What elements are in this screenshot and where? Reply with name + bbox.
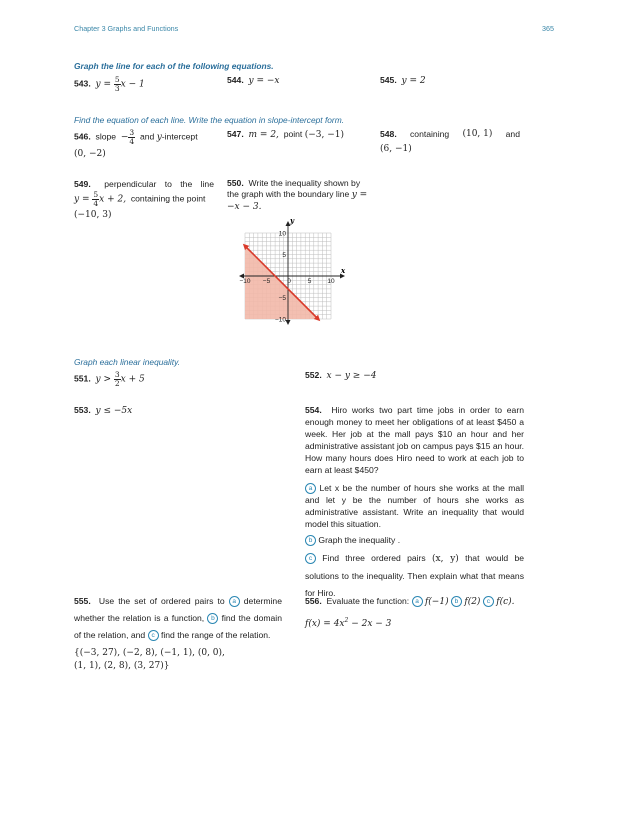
text: find the domain of the relation, and [74,613,282,641]
expression: f(−1) [424,597,449,607]
fraction-numerator: 3 [129,128,135,137]
fraction-numerator: 5 [114,75,120,84]
fraction-denominator: 3 [114,83,120,93]
equation: x − y ≥ −4 [326,371,377,381]
part-a-marker: a [229,596,240,607]
variable: y [156,132,162,143]
equation-part: x + 5 [120,374,145,385]
ordered-pair-set [74,647,282,674]
equation: y = −x − 3. [227,189,368,212]
problem-556 [305,593,527,633]
text: containing [410,129,450,139]
problem-number: 554. [305,405,322,415]
page-number: 365 [542,24,554,33]
text: and [139,131,155,142]
y-tick-label: 5 [282,251,286,259]
problem-545 [380,74,426,88]
problem-number: 543. [74,78,91,89]
equation-part: y > [95,374,114,385]
chapter-header: Chapter 3 Graphs and Functions [74,24,179,33]
text: perpendicular to the line [104,179,214,189]
fraction [128,129,135,145]
ordered-pair: (x, y) [432,554,459,565]
part-b-marker: b [305,535,316,546]
expression: f(2) [464,597,481,607]
fraction-numerator: 3 [114,370,120,379]
equation: y ≤ −5x [95,406,133,416]
inequality-graph [236,210,362,325]
part-a-text: Let x be the number of hours she works at the mall and let y be the number of hours she works as administrative assistant. Write an inequality that would model this situation. [305,483,525,530]
problem-546 [74,129,218,161]
part-b-marker: b [451,596,462,607]
sign: − [120,132,129,143]
problem-number: 552. [305,370,322,380]
x-tick-label: 0 [287,278,291,285]
text: and [505,129,520,139]
part-c-text: that would be solutions to the inequality. Then explain what that means for Hiro. [305,553,525,598]
part-c-marker: c [148,630,159,641]
problem-number: 547. [227,129,244,139]
equation-part: x + 2, [99,194,127,205]
equation-part: x − 1 [120,79,145,90]
text: point [283,129,303,139]
problem-547 [227,128,344,142]
problem-number: 544. [227,75,244,85]
problem-549 [74,178,214,223]
equation: y = 2 [401,76,426,86]
part-a-marker: a [412,596,423,607]
function-part: − 2x − 3 [348,619,392,629]
problem-550 [227,178,369,213]
x-tick-label: 10 [327,278,335,285]
y-tick-label: −10 [274,316,286,324]
fraction [114,76,121,92]
problem-number: 545. [380,75,397,85]
equation: m = 2, [248,130,279,140]
x-axis-label: x [341,266,346,275]
section-instruction-graph-inequality: Graph each linear inequality. [74,357,180,367]
text: slope [95,131,117,142]
part-b-marker: b [207,613,218,624]
section-instruction-graph-lines: Graph the line for each of the following equations. [74,61,274,71]
set-line: {(−3, 27), (−2, 8), (−1, 1), (0, 0), [74,647,225,658]
fraction-numerator: 5 [93,190,99,200]
point: (6, −1) [380,144,412,155]
part-c-marker: c [483,596,494,607]
part-a-marker: a [305,483,316,494]
equation: y = −x [248,76,280,86]
text: -intercept [161,131,198,142]
x-tick-label: −5 [262,278,271,285]
set-line: (1, 1), (2, 8), (3, 27)} [74,661,170,672]
part-c-marker: c [305,553,316,564]
equation-part: y = [95,79,114,90]
problem-555 [74,593,282,674]
function-part: f(x) = 4x [305,619,345,629]
text: Evaluate the function: [326,596,410,606]
problem-number: 555. [74,596,91,606]
problem-543 [74,76,145,92]
fraction-denominator: 4 [129,136,135,146]
point: (−3, −1) [304,130,344,140]
problem-number: 549. [74,179,91,189]
fraction-denominator: 4 [93,198,99,208]
problem-number: 548. [380,129,397,139]
problem-544 [227,74,279,88]
point: (0, −2) [74,149,106,159]
text: determine whether the relation is a function, [74,596,282,624]
fraction [114,371,121,387]
part-b-text: Graph the inequality . [318,535,401,546]
problem-552 [305,369,376,383]
point: (10, 1) [462,129,493,139]
y-tick-label: −5 [278,294,286,302]
problem-number: 553. [74,405,91,415]
problem-number: 556. [305,596,322,606]
text: Write the inequality shown by the graph with the boundary line [227,178,361,199]
problem-number: 546. [74,131,91,142]
problem-text: Hiro works two part time jobs in order to earn enough money to meet her obligations of at least $450 a week. Her job at the mall pays $10 an hour and her administrative assistant job on campus pays $15 an hour. How many hours does Hiro need to work at each job to earn at least $450? [305,405,524,476]
y-axis-label: y [290,216,295,225]
point: (−10, 3) [74,210,112,221]
problem-number: 550. [227,178,244,188]
function-definition [305,615,527,633]
problem-554 [305,404,524,601]
text: containing the point [130,193,206,204]
text: find the range of the relation. [160,630,271,641]
fraction-denominator: 2 [114,378,120,388]
x-tick-label: 5 [307,278,312,285]
equation-part: y = [74,194,93,205]
problem-548 [380,128,520,156]
exponent: 2 [344,617,349,624]
part-c-text: Find three ordered pairs [322,553,426,564]
x-tick-label: −10 [239,278,251,285]
problem-551 [74,371,145,387]
section-instruction-find-equation: Find the equation of each line. Write the equation in slope-intercept form. [74,115,345,125]
y-axis-arrow-down [286,320,291,325]
y-tick-label: 10 [278,230,286,238]
problem-number: 551. [74,373,91,384]
text: Use the set of ordered pairs to [98,596,225,606]
problem-553 [74,404,132,418]
expression: f(c). [496,597,515,607]
